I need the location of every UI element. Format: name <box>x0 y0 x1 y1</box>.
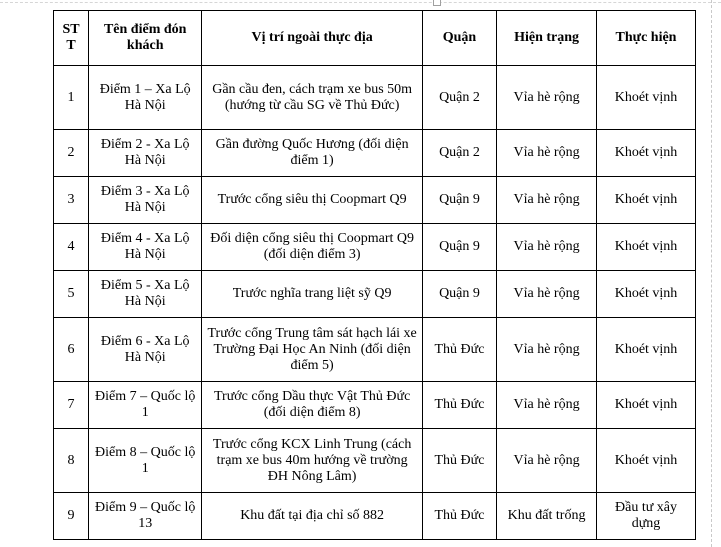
cell-stt: 6 <box>54 318 89 382</box>
cell-district: Quận 2 <box>422 130 496 177</box>
cell-action: Khoét vịnh <box>597 318 696 382</box>
cell-district: Quận 9 <box>422 177 496 224</box>
cell-status: Vỉa hè rộng <box>497 318 597 382</box>
table-row <box>54 224 696 271</box>
cell-district: Quận 9 <box>422 271 496 318</box>
table-row <box>54 429 696 493</box>
cell-location: Trước cổng KCX Linh Trung (cách trạm xe bus 40m hướng về trường ĐH Nông Lâm) <box>202 429 423 493</box>
cell-point: Điểm 8 – Quốc lộ 1 <box>89 429 202 493</box>
cell-status: Vỉa hè rộng <box>497 382 597 429</box>
cell-district: Thủ Đức <box>422 382 496 429</box>
table-row <box>54 382 696 429</box>
header-pickup-point: Tên điểm đón khách <box>89 11 202 66</box>
pickup-points-table <box>53 10 696 540</box>
cell-status: Vỉa hè rộng <box>497 66 597 130</box>
cell-stt: 8 <box>54 429 89 493</box>
table-row <box>54 318 696 382</box>
top-margin-guide <box>0 2 721 3</box>
cell-point: Điểm 2 - Xa Lộ Hà Nội <box>89 130 202 177</box>
cell-district: Quận 9 <box>422 224 496 271</box>
cell-status: Vỉa hè rộng <box>497 429 597 493</box>
cell-point: Điểm 4 - Xa Lộ Hà Nội <box>89 224 202 271</box>
cell-action: Khoét vịnh <box>597 429 696 493</box>
header-district: Quận <box>422 11 496 66</box>
cell-stt: 2 <box>54 130 89 177</box>
header-action: Thực hiện <box>597 11 696 66</box>
cell-district: Thủ Đức <box>422 318 496 382</box>
cell-action: Khoét vịnh <box>597 66 696 130</box>
cell-location: Khu đất tại địa chỉ số 882 <box>202 493 423 540</box>
cell-action: Khoét vịnh <box>597 271 696 318</box>
cell-status: Khu đất trống <box>497 493 597 540</box>
cell-action: Khoét vịnh <box>597 177 696 224</box>
table-row <box>54 130 696 177</box>
cell-location: Đối diện cổng siêu thị Coopmart Q9 (đối diện điểm 3) <box>202 224 423 271</box>
cell-location: Trước cổng Trung tâm sát hạch lái xe Trường Đại Học An Ninh (đối diện điểm 5) <box>202 318 423 382</box>
cell-status: Vỉa hè rộng <box>497 130 597 177</box>
table-row <box>54 177 696 224</box>
cell-location: Trước cổng siêu thị Coopmart Q9 <box>202 177 423 224</box>
cell-stt: 1 <box>54 66 89 130</box>
table-row <box>54 271 696 318</box>
cell-point: Điểm 9 – Quốc lộ 13 <box>89 493 202 540</box>
header-location: Vị trí ngoài thực địa <box>202 11 423 66</box>
cell-location: Trước nghĩa trang liệt sỹ Q9 <box>202 271 423 318</box>
cell-point: Điểm 5 - Xa Lộ Hà Nội <box>89 271 202 318</box>
cell-stt: 3 <box>54 177 89 224</box>
cell-district: Thủ Đức <box>422 493 496 540</box>
cell-stt: 4 <box>54 224 89 271</box>
cell-location: Gần cầu đen, cách trạm xe bus 50m (hướng từ cầu SG về Thủ Đức) <box>202 66 423 130</box>
cell-district: Quận 2 <box>422 66 496 130</box>
cell-action: Khoét vịnh <box>597 130 696 177</box>
cell-action: Đầu tư xây dựng <box>597 493 696 540</box>
cell-action: Khoét vịnh <box>597 224 696 271</box>
cell-stt: 5 <box>54 271 89 318</box>
cell-point: Điểm 7 – Quốc lộ 1 <box>89 382 202 429</box>
cell-location: Gần đường Quốc Hương (đối diện điểm 1) <box>202 130 423 177</box>
right-margin-guide <box>711 0 712 547</box>
cell-point: Điểm 3 - Xa Lộ Hà Nội <box>89 177 202 224</box>
table-row <box>54 493 696 540</box>
cell-status: Vỉa hè rộng <box>497 177 597 224</box>
cell-district: Thủ Đức <box>422 429 496 493</box>
cell-point: Điểm 1 – Xa Lộ Hà Nội <box>89 66 202 130</box>
header-status: Hiện trạng <box>497 11 597 66</box>
table-header-row <box>54 11 696 66</box>
table-move-handle[interactable] <box>433 0 441 6</box>
cell-stt: 9 <box>54 493 89 540</box>
cell-action: Khoét vịnh <box>597 382 696 429</box>
cell-status: Vỉa hè rộng <box>497 271 597 318</box>
cell-stt: 7 <box>54 382 89 429</box>
cell-status: Vỉa hè rộng <box>497 224 597 271</box>
table-row <box>54 66 696 130</box>
cell-point: Điểm 6 - Xa Lộ Hà Nội <box>89 318 202 382</box>
header-stt: ST T <box>54 11 89 66</box>
cell-location: Trước cổng Dầu thực Vật Thủ Đức (đối diện điểm 8) <box>202 382 423 429</box>
